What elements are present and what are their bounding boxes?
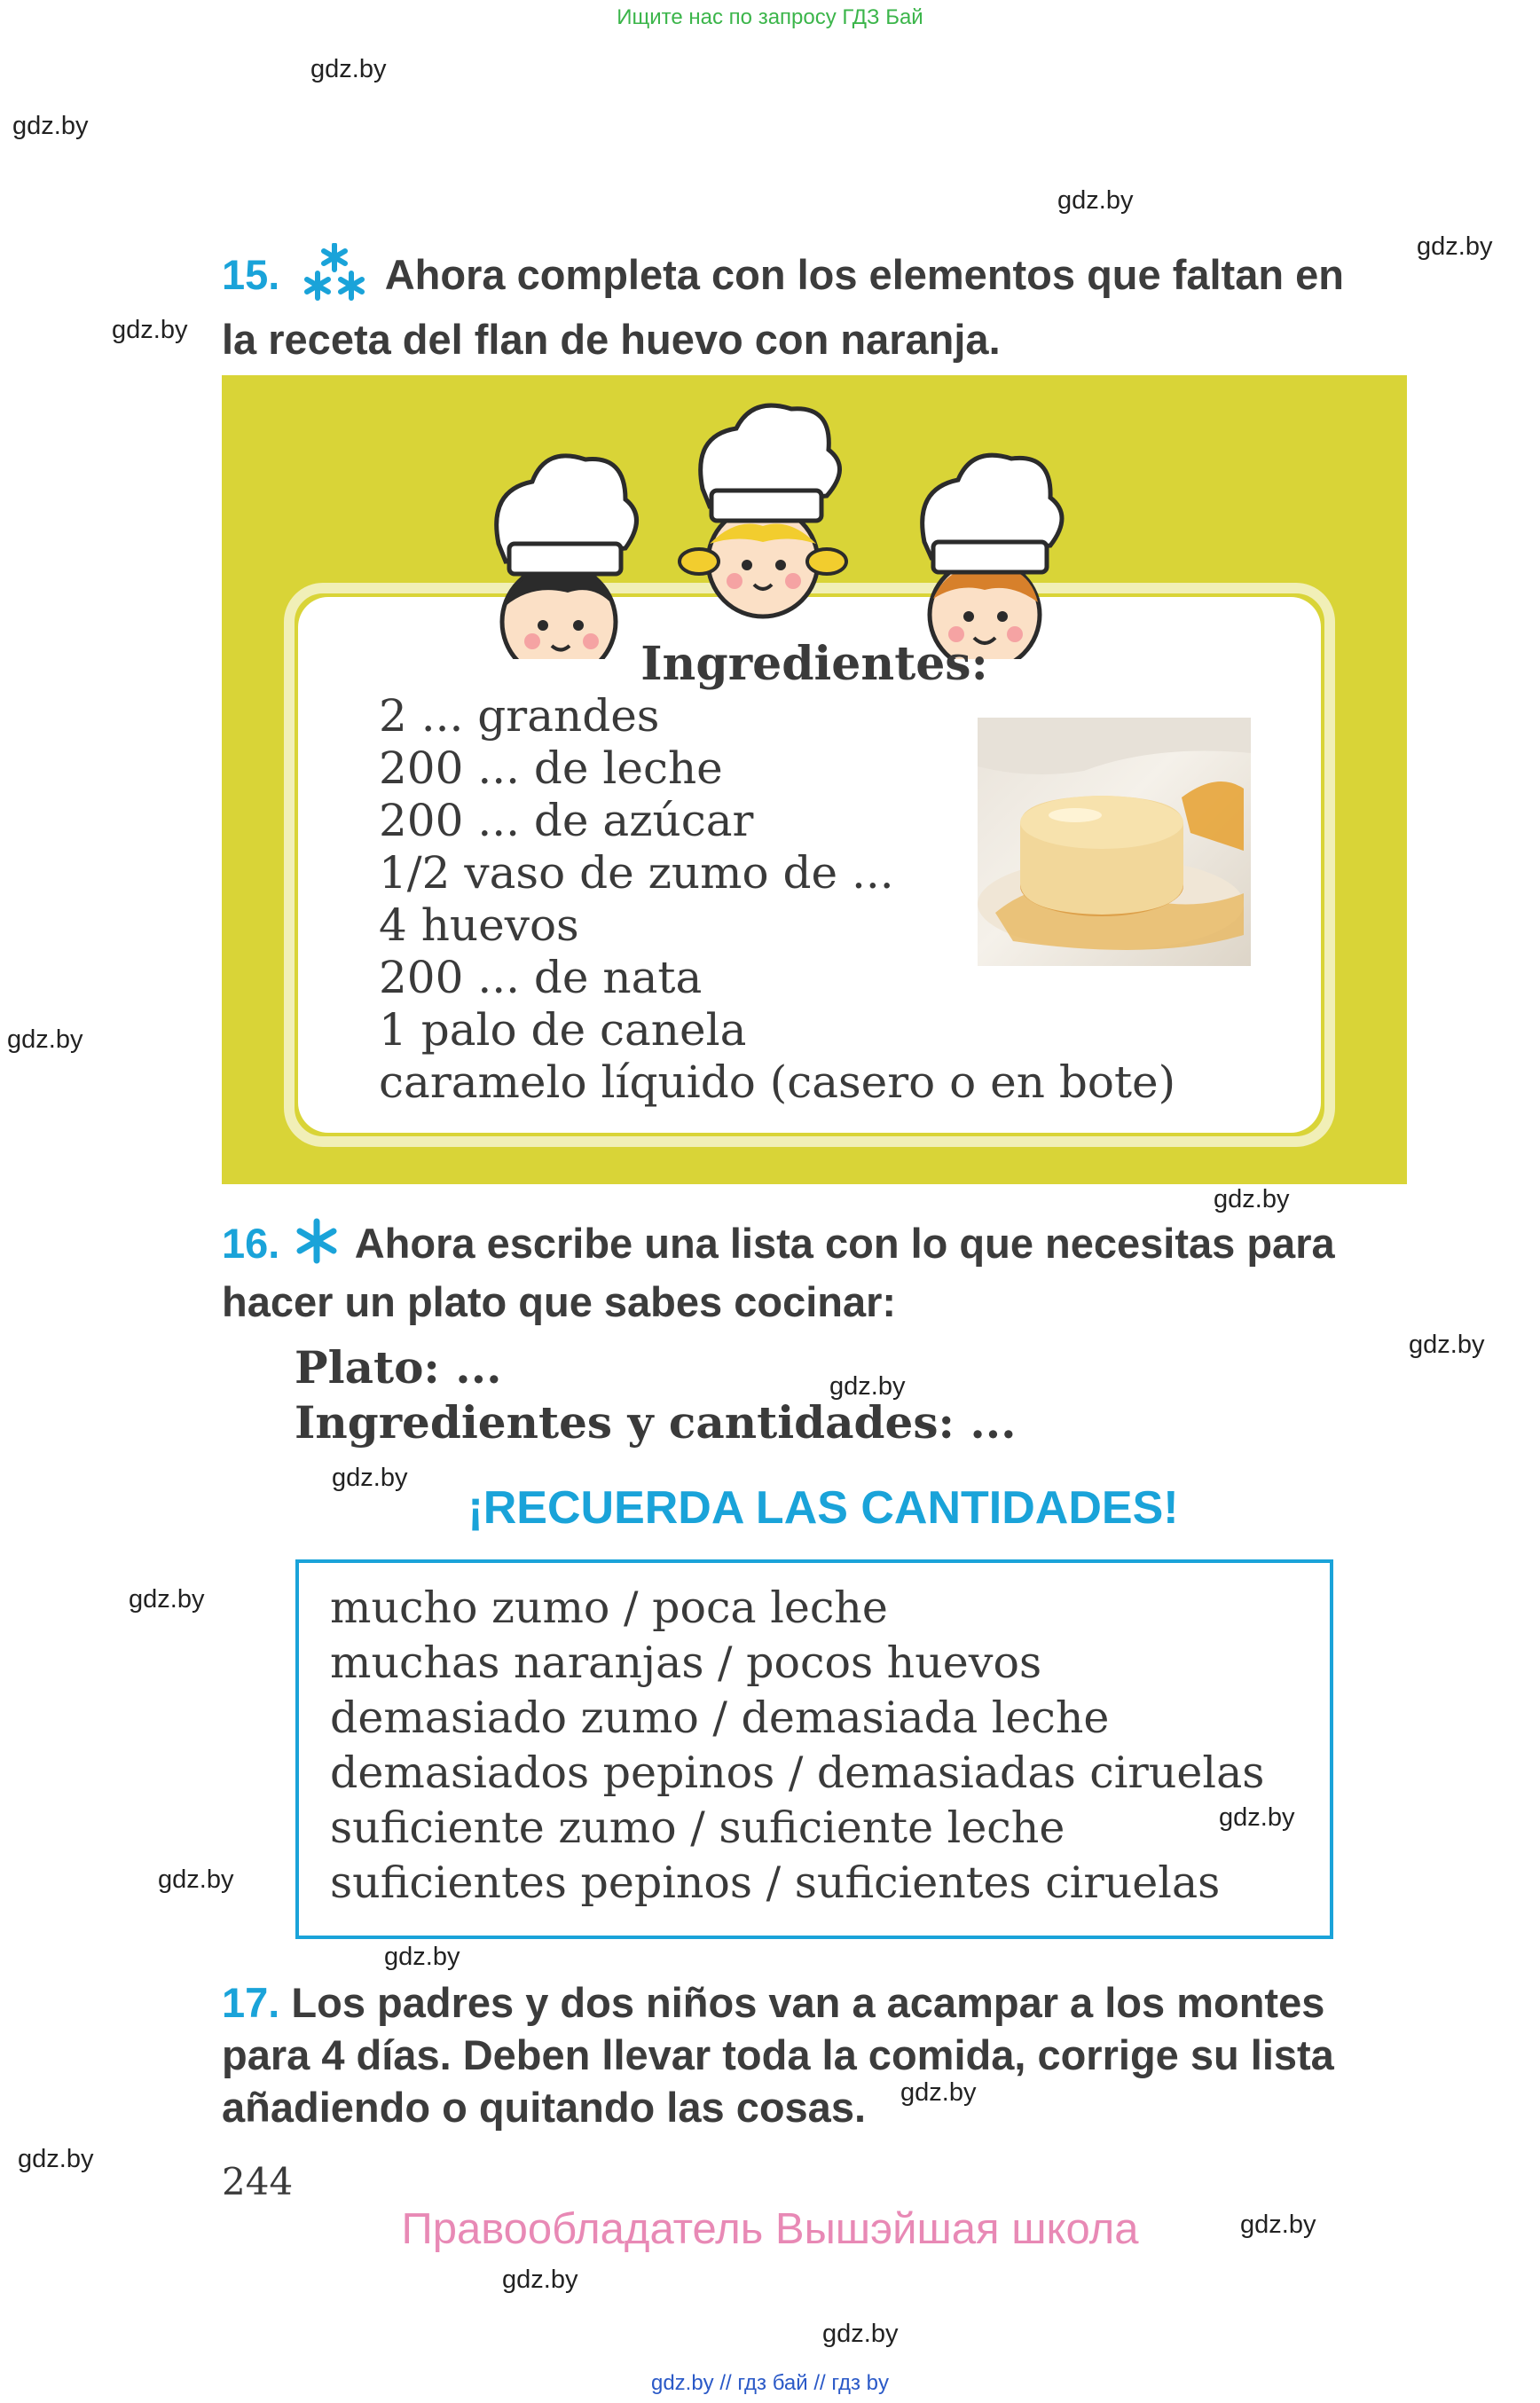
watermark: gdz.by <box>1417 232 1493 261</box>
watermark: gdz.by <box>1409 1331 1485 1359</box>
chef-boy-left-icon <box>497 456 637 659</box>
ingredientes-cantidades-line: Ingredientes y cantidades: ... <box>295 1396 1017 1449</box>
quantities-box <box>295 1559 1333 1939</box>
exercise-16-line2: hacer un plato que sabes cocinar: <box>222 1278 897 1326</box>
quantity-line: muchas naranjas / pocos huevos <box>330 1637 1042 1688</box>
chef-boy-right-icon <box>923 455 1062 659</box>
watermark: gdz.by <box>1057 186 1134 215</box>
watermark: gdz.by <box>129 1585 205 1614</box>
exercise-15-heading <box>222 243 1419 365</box>
quantity-line: demasiado zumo / demasiada leche <box>330 1692 1110 1743</box>
quantity-line: suficientes pepinos / suficientes ciruelas <box>330 1857 1221 1908</box>
exercise-15-line2: la receta del flan de huevo con naranja. <box>222 316 1001 363</box>
exercise-15-line1: Ahora completa con los elementos que faltan en <box>384 250 1344 298</box>
ingredient-line: 1 palo de canela <box>379 1004 747 1056</box>
recipe-card <box>222 375 1407 1184</box>
ingredient-line: 200 ... de azúcar <box>379 795 754 846</box>
watermark: gdz.by <box>310 55 387 83</box>
recuerda-title: ¡RECUERDA LAS CANTIDADES! <box>468 1482 1179 1534</box>
ingredient-line: 4 huevos <box>379 899 579 951</box>
quantity-line: mucho zumo / poca leche <box>330 1582 888 1633</box>
top-search-note: Ищите нас по запросу ГДЗ Бай <box>617 5 923 29</box>
double-snowflake-icon <box>303 243 365 313</box>
bottom-links[interactable]: gdz.by // гдз бай // гдз by <box>650 2371 890 2395</box>
ingredient-line: 200 ... de leche <box>379 742 723 794</box>
ingredient-line: caramelo líquido (casero o en bote) <box>379 1056 1176 1108</box>
watermark: gdz.by <box>7 1025 83 1054</box>
watermark: gdz.by <box>900 2078 977 2107</box>
watermark: gdz.by <box>829 1372 906 1401</box>
watermark: gdz.by <box>18 2145 94 2173</box>
exercise-number: 16. <box>222 1220 280 1267</box>
ingredients-title: Ingredientes: <box>640 637 988 691</box>
watermark: gdz.by <box>1214 1185 1290 1213</box>
exercise-16-line1: Ahora escribe una lista con lo que necesitas para <box>354 1220 1335 1267</box>
plato-line: Plato: ... <box>295 1341 502 1394</box>
chef-girl-center-icon <box>680 405 846 616</box>
watermark: gdz.by <box>12 112 89 140</box>
watermark: gdz.by <box>332 1464 408 1492</box>
watermark: gdz.by <box>158 1865 234 1894</box>
rights-holder: Правообладатель Вышэйшая школа <box>401 2205 1139 2253</box>
exercise-16-heading <box>222 1217 1419 1328</box>
watermark: gdz.by <box>822 2320 899 2348</box>
watermark: gdz.by <box>1219 1803 1295 1832</box>
exercise-17-heading <box>222 1976 1419 2133</box>
watermark: gdz.by <box>112 316 188 344</box>
watermark: gdz.by <box>384 1943 460 1971</box>
ingredient-line: 200 ... de nata <box>379 952 703 1003</box>
flan-photo <box>978 718 1251 966</box>
ingredient-line: 2 ... grandes <box>379 690 660 742</box>
exercise-number: 15. <box>222 250 280 298</box>
exercise-17-line1: Los padres y dos niños van a acampar a los montes <box>291 1979 1325 2026</box>
exercise-number: 17. <box>222 1979 280 2026</box>
watermark: gdz.by <box>502 2266 578 2294</box>
ingredient-line: 1/2 vaso de zumo de ... <box>379 847 894 899</box>
exercise-17-line2: para 4 días. Deben llevar toda la comida, corrige su lista <box>222 2031 1334 2078</box>
quantity-line: demasiados pepinos / demasiadas ciruelas <box>330 1747 1265 1798</box>
snowflake-icon <box>296 1218 337 1276</box>
page-number: 244 <box>222 2160 294 2203</box>
watermark: gdz.by <box>1240 2211 1316 2239</box>
quantity-line: suficiente zumo / suficiente leche <box>330 1802 1065 1853</box>
exercise-17-line3: añadiendo o quitando las cosas. <box>222 2084 867 2131</box>
chef-kids-illustration <box>470 393 1322 659</box>
